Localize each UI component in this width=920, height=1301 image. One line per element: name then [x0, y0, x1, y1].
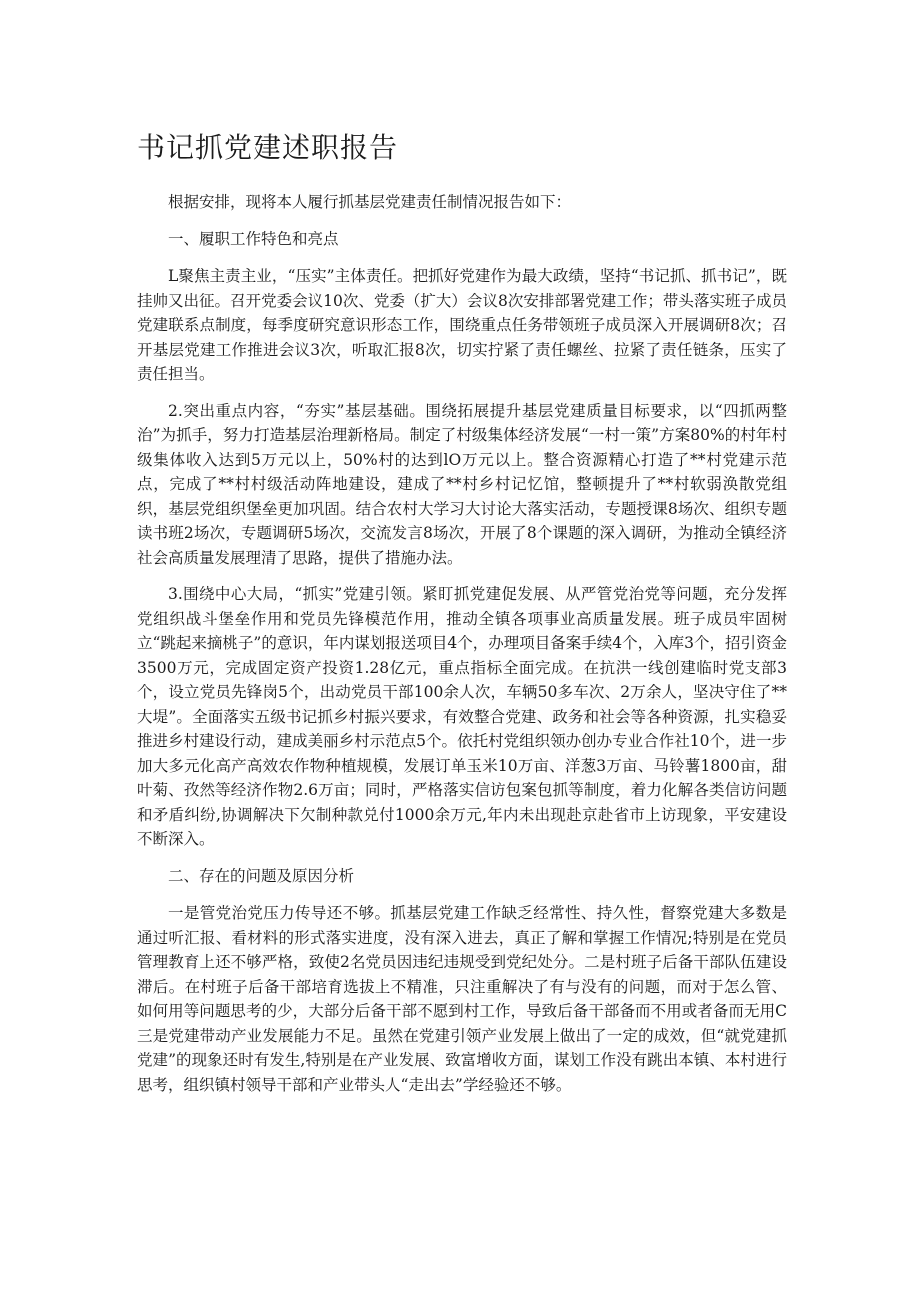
document-page: [137, 118, 787, 1109]
section-1-paragraph-1: L聚焦主责主业，“压实”主体责任。把抓好党建作为最大政绩，坚持“书记抓、抓书记”，既挂帅又出征。召开党委会议10次、党委（扩大）会议8次安排部署党建工作；带头落实班子成员党建联系点制度，每季度研究意识形态工作，围绕重点任务带领班子成员深入开展调研8次；召开基层党建工作推进会议3次，听取汇报8次，切实拧紧了责任螺丝、拉紧了责任链条，压实了责任担当。: [137, 267, 787, 383]
section-2-paragraph-1: 一是管党治党压力传导还不够。抓基层党建工作缺乏经常性、持久性，督察党建大多数是通过听汇报、看材料的形式落实进度，没有深入进去，真正了解和掌握工作情况;特别是在党员管理教育上还不够严格，致使2名党员因违纪违规受到党纪处分。二是村班子后备干部队伍建设滞后。在村班子后备干部培育选拔上不精准，只注重解决了有与没有的问题，而对于怎么管、如何用等问题思考的少，大部分后备干部不愿到村工作，导致后备干部备而不用或者备而无用C三是党建带动产业发展能力不足。虽然在党建引领产业发展上做出了一定的成效，但“就党建抓党建”的现象还时有发生,特别是在产业发展、致富增收方面，谋划工作没有跳出本镇、本村进行思考，组织镇村领导干部和产业带头人“走出去”学经验还不够。: [137, 904, 787, 1094]
section-1-heading: 一、履职工作特色和亮点: [168, 229, 339, 248]
section-1-paragraph-3: 3.围绕中心大局，“抓实”党建引领。紧盯抓党建促发展、从严管党治党等问题，充分发挥党组织战斗堡垒作用和党员先锋模范作用，推动全镇各项事业高质量发展。班子成员牢固树立“跳起来摘桃子”的意识，年内谋划报送项目4个，办理项目备案手续4个，入库3个，招引资金3500万元，完成固定资产投资1.28亿元，重点指标全面完成。在抗洪一线创建临时党支部3个，设立党员先锋岗5个，出动党员干部100余人次，车辆50多车次、2万余人，坚决守住了**大堤”。全面落实五级书记抓乡村振兴要求，有效整合党建、政务和社会等各种资源，扎实稳妥推进乡村建设行动，建成美丽乡村示范点5个。依托村党组织领办创办专业合作社10个，进一步加大多元化高产高效农作物种植规模，发展订单玉米10万亩、洋葱3万亩、马铃薯1800亩，甜叶菊、孜然等经济作物2.6万亩；同时，严格落实信访包案包抓等制度，着力化解各类信访问题和矛盾纠纷,协调解决下欠制种款兑付1000余万元,年内未出现赴京赴省市上访现象，平安建设不断深入。: [137, 585, 787, 848]
section-2-heading: 二、存在的问题及原因分析: [168, 866, 355, 885]
section-1-paragraph-2: 2.突出重点内容，“夯实”基层基础。围绕拓展提升基层党建质量目标要求，以“四抓两整治”为抓手，努力打造基层治理新格局。制定了村级集体经济发展“一村一策”方案80%的村年村级集体收入达到5万元以上，50%村的达到lO万元以上。整合资源精心打造了**村党建示范点，完成了**村村级活动阵地建设，建成了**村乡村记忆馆，整顿提升了**村软弱涣散党组织，基层党组织堡垒更加巩固。结合农村大学习大讨论大落实活动，专题授课8场次、组织专题读书班2场次，专题调研5场次，交流发言8场次，开展了8个课题的深入调研，为推动全镇经济社会高质量发展理清了思路，提供了措施办法。: [137, 401, 787, 567]
intro-paragraph: 根据安排，现将本人履行抓基层党建责任制情况报告如下：: [168, 193, 572, 211]
document-title: 书记抓党建述职报告: [137, 131, 399, 164]
